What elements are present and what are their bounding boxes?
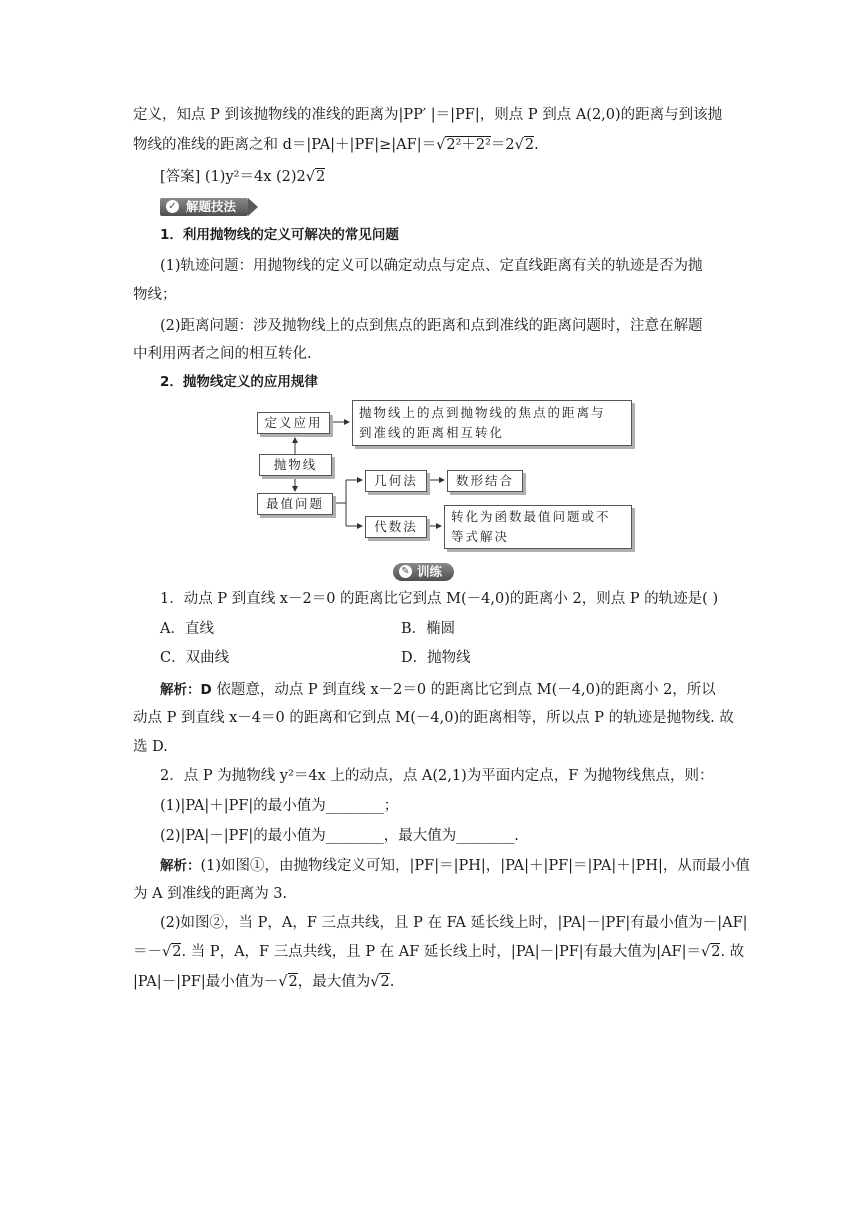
solution-2-line: (2)如图②，当 P，A，F 三点共线，且 P 在 FA 延长线上时，|PA|－|PF|有最小值为－|AF| [160, 915, 748, 931]
text-line: 物线； [133, 287, 177, 303]
node-definition-result: 抛物线上的点到抛物线的焦点的距离与 到准线的距离相互转化 [352, 400, 632, 446]
section-heading: 1．利用抛物线的定义可解决的常见问题 [160, 227, 399, 243]
option-c: C．双曲线 [160, 650, 230, 666]
section-banner-method: ✓ 解题技法 [160, 198, 248, 216]
option-a: A．直线 [160, 621, 214, 637]
question-1: 1．动点 P 到直线 x－2＝0 的距离比它到点 M(－4,0)的距离小 2，则点 P 的轨迹是( ) [160, 591, 719, 607]
node-definition-application: 定义应用 [257, 412, 330, 434]
node-algebra-result: 转化为函数最值问题或不 等式解决 [444, 505, 632, 549]
check-icon: ✓ [166, 200, 179, 213]
pencil-icon: ✎ [399, 565, 412, 578]
node-parabola: 抛物线 [259, 454, 332, 476]
question-2: 2．点 P 为抛物线 y²＝4x 上的动点，点 A(2,1)为平面内定点，F 为抛物线焦点，则： [160, 768, 714, 784]
answer-line: [答案] (1)y²＝4x (2)2√2 [160, 169, 326, 185]
text-line: 物线的准线的距离之和 d＝|PA|＋|PF|≥|AF|＝√2²＋2²＝2√2. [133, 137, 539, 153]
option-b: B．椭圆 [401, 621, 456, 637]
solution-2-line: ＝－√2. 当 P，A，F 三点共线，且 P 在 AF 延长线上时，|PA|－|PF|有最大值为|AF|＝√2. 故 [133, 944, 745, 960]
node-algebra-method: 代数法 [365, 516, 427, 538]
option-d: D．抛物线 [401, 650, 471, 666]
solution-2-line: |PA|－|PF|最小值为－√2，最大值为√2. [133, 974, 395, 990]
text-line: (2)距离问题：涉及抛物线上的点到焦点的距离和点到准线的距离问题时，注意在解题 [160, 318, 703, 334]
text-line: 中利用两者之间的相互转化. [133, 346, 312, 362]
solution-2-line: 解析：(1)如图①，由抛物线定义可知，|PF|＝|PH|，|PA|＋|PF|＝|PA|＋|PH|，从而最小值 [160, 858, 750, 874]
node-geometry-result: 数形结合 [447, 470, 523, 492]
node-geometry-method: 几何法 [365, 470, 427, 492]
solution-1-line: 解析：D 依题意，动点 P 到直线 x－2＝0 的距离比它到点 M(－4,0)的距离小 2，所以 [160, 682, 716, 698]
solution-1-line: 动点 P 到直线 x－4＝0 的距离和它到点 M(－4,0)的距离相等，所以点 P 的轨迹是抛物线. 故 [133, 710, 734, 726]
text-line: (1)轨迹问题：用抛物线的定义可以确定动点与定点、定直线距离有关的轨迹是否为抛 [160, 258, 703, 274]
section-banner-training: ✎ 训练 [393, 563, 454, 581]
question-2-part-1: (1)|PA|＋|PF|的最小值为________； [160, 798, 399, 814]
node-extremum-problem: 最值问题 [257, 493, 333, 515]
question-2-part-2: (2)|PA|－|PF|的最小值为________，最大值为________. [160, 828, 519, 844]
solution-1-line: 选 D. [133, 739, 168, 755]
section-heading: 2．抛物线定义的应用规律 [160, 374, 318, 390]
solution-2-line: 为 A 到准线的距离为 3. [133, 886, 288, 902]
diagram-connectors [0, 0, 860, 560]
text-line: 定义，知点 P 到该抛物线的准线的距离为|PP′ |＝|PF|，则点 P 到点 A(2,0)的距离与到该抛 [133, 107, 723, 123]
